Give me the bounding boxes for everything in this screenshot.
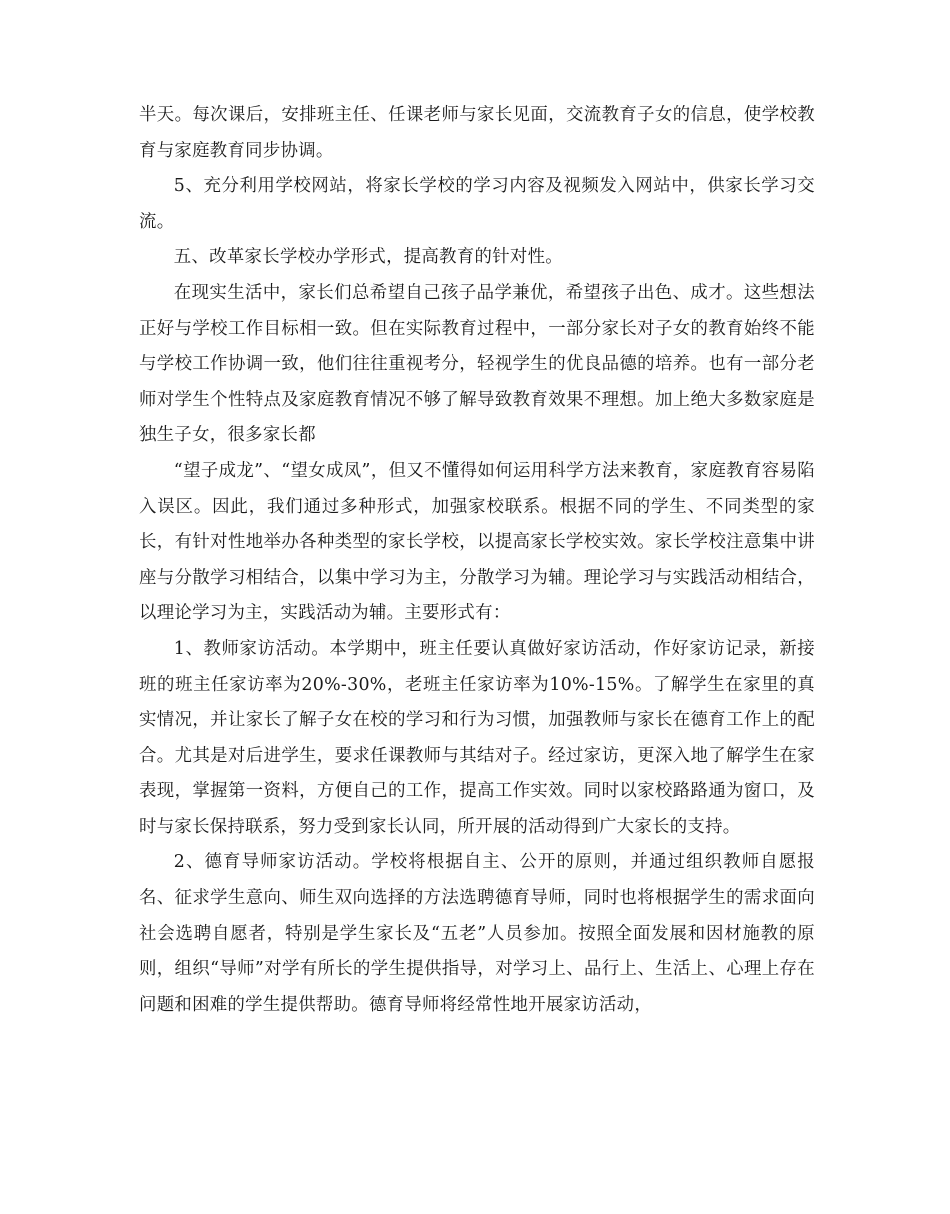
document-body xyxy=(139,98,815,1023)
section-heading-five: 五、改革家长学校办学形式，提高教育的针对性。 xyxy=(173,247,563,268)
paragraph-forms: “望子成龙”、“望女成凤”，但又不懂得如何运用科学方法来教育，家庭教育容易陷入误区。因此，我们通过多种形式，加强家校联系。根据不同的学生、不同类型的家长，有针对性地举办各种类型的家长学校，以提高家长学校实效。家长学校注意集中讲座与分散学习相结合，以集中学习为主，分散学习为辅。理论学习与实践活动相结合，以理论学习为主，实践活动为辅。主要形式有： xyxy=(139,460,815,624)
paragraph-continued: 半天。每次课后，安排班主任、任课老师与家长见面，交流教育子女的信息，使学校教育与家庭教育同步协调。 xyxy=(139,105,815,161)
paragraph-moral-mentor-visit: 2、德育导师家访活动。学校将根据自主、公开的原则，并通过组织教师自愿报名、征求学生意向、师生双向选择的方法选聘德育导师，同时也将根据学生的需求面向社会选聘自愿者，特别是学生家长及“五老”人员参加。按照全面发展和因材施教的原则，组织“导师”对学有所长的学生提供指导，对学习上、品行上、生活上、心理上存在问题和困难的学生提供帮助。德育导师将经常性地开展家访活动， xyxy=(139,852,815,1015)
paragraph-item-5-website: 5、充分利用学校网站，将家长学校的学习内容及视频发入网站中，供家长学习交流。 xyxy=(139,176,815,232)
paragraph-real-life: 在现实生活中，家长们总希望自己孩子品学兼优，希望孩子出色、成才。这些想法正好与学校工作目标相一致。但在实际教育过程中，一部分家长对子女的教育始终不能与学校工作协调一致，他们往往重视考分，轻视学生的优良品德的培养。也有一部分老师对学生个性特点及家庭教育情况不够了解导致教育效果不理想。加上绝大多数家庭是独生子女，很多家长都 xyxy=(139,282,815,446)
paragraph-teacher-home-visit: 1、教师家访活动。本学期中，班主任要认真做好家访活动，作好家访记录，新接班的班主任家访率为20%-30%，老班主任家访率为10%-15%。了解学生在家里的真实情况，并让家长了解子女在校的学习和行为习惯，加强教师与家长在德育工作上的配合。尤其是对后进学生，要求任课教师与其结对子。经过家访，更深入地了解学生在家表现，掌握第一资料，方便自己的工作，提高工作实效。同时以家校路路通为窗口，及时与家长保持联系，努力受到家长认同，所开展的活动得到广大家长的支持。 xyxy=(139,638,815,837)
